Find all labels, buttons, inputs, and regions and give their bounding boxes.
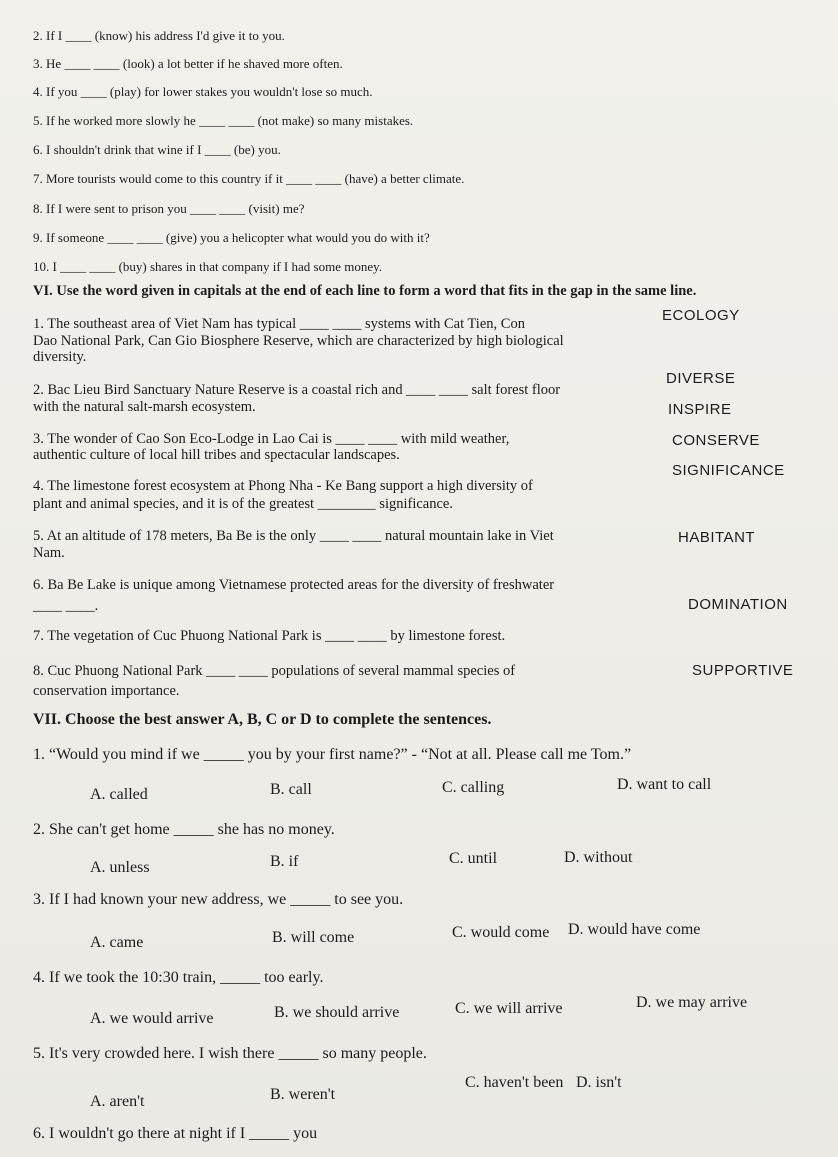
- answer-option: D. without: [564, 849, 633, 866]
- answer-option: B. we should arrive: [274, 1004, 400, 1021]
- answer-option: D. isn't: [576, 1074, 622, 1091]
- keyword: SUPPORTIVE: [692, 662, 794, 679]
- answer-option: B. will come: [272, 929, 355, 946]
- question-line: authentic culture of local hill tribes and spectacular landscapes.: [33, 447, 400, 463]
- question-line: 5. At an altitude of 178 meters, Ba Be is the only ____ ____ natural mountain lake in Viet: [33, 528, 554, 544]
- answer-option: A. unless: [90, 859, 150, 876]
- section-heading: VI. Use the word given in capitals at the end of each line to form a word that fits in the gap in the same line.: [33, 283, 697, 299]
- question-line: 1. The southeast area of Viet Nam has typical ____ ____ systems with Cat Tien, Con: [33, 316, 525, 332]
- question-line: 7. The vegetation of Cuc Phuong National Park is ____ ____ by limestone forest.: [33, 628, 506, 644]
- answer-option: B. call: [270, 781, 312, 798]
- question-line: 1. “Would you mind if we _____ you by your first name?” - “Not at all. Please call me Tom.”: [33, 746, 632, 763]
- exercise-line: 2. If I ____ (know) his address I'd give it to you.: [33, 28, 285, 43]
- question-line: plant and animal species, and it is of the greatest ________ significance.: [33, 496, 453, 512]
- question-line: 6. I wouldn't go there at night if I _____ you: [33, 1125, 318, 1142]
- exercise-line: 9. If someone ____ ____ (give) you a helicopter what would you do with it?: [33, 230, 430, 245]
- exercise-line: 8. If I were sent to prison you ____ ____ (visit) me?: [33, 201, 305, 216]
- answer-option: B. if: [270, 853, 299, 870]
- question-line: conservation importance.: [33, 683, 180, 699]
- answer-option: C. haven't been: [465, 1074, 564, 1091]
- question-line: 2. She can't get home _____ she has no money.: [33, 821, 335, 838]
- exercise-line: 3. He ____ ____ (look) a lot better if he shaved more often.: [33, 56, 343, 71]
- question-line: 3. The wonder of Cao Son Eco-Lodge in Lao Cai is ____ ____ with mild weather,: [33, 431, 510, 447]
- answer-option: C. until: [449, 850, 498, 867]
- answer-option: C. would come: [452, 924, 550, 941]
- exercise-line: 6. I shouldn't drink that wine if I ____ (be) you.: [33, 142, 281, 157]
- section-heading: VII. Choose the best answer A, B, C or D to complete the sentences.: [33, 711, 492, 728]
- question-line: diversity.: [33, 349, 87, 365]
- question-line: 4. The limestone forest ecosystem at Phong Nha - Ke Bang support a high diversity of: [33, 478, 533, 494]
- answer-option: A. called: [90, 786, 148, 803]
- keyword: INSPIRE: [668, 401, 732, 418]
- keyword: DOMINATION: [688, 596, 788, 613]
- question-line: 6. Ba Be Lake is unique among Vietnamese protected areas for the diversity of freshwater: [33, 577, 555, 593]
- keyword: ECOLOGY: [662, 307, 740, 324]
- answer-option: C. we will arrive: [455, 1000, 563, 1017]
- keyword: SIGNIFICANCE: [672, 462, 785, 479]
- answer-option: A. aren't: [90, 1093, 145, 1110]
- answer-option: D. we may arrive: [636, 994, 748, 1011]
- answer-option: C. calling: [442, 779, 505, 796]
- question-line: ____ ____.: [33, 598, 99, 614]
- question-line: 3. If I had known your new address, we _____ to see you.: [33, 891, 404, 908]
- answer-option: A. we would arrive: [90, 1010, 214, 1027]
- answer-option: A. came: [90, 934, 144, 951]
- answer-option: D. want to call: [617, 776, 712, 793]
- keyword: HABITANT: [678, 529, 756, 546]
- exercise-line: 4. If you ____ (play) for lower stakes you wouldn't lose so much.: [33, 84, 373, 99]
- answer-option: D. would have come: [568, 921, 701, 938]
- question-line: Dao National Park, Can Gio Biosphere Reserve, which are characterized by high biological: [33, 333, 564, 349]
- keyword: CONSERVE: [672, 432, 760, 449]
- question-line: Nam.: [33, 545, 65, 561]
- answer-option: B. weren't: [270, 1086, 336, 1103]
- question-line: 8. Cuc Phuong National Park ____ ____ populations of several mammal species of: [33, 663, 516, 679]
- exercise-line: 10. I ____ ____ (buy) shares in that company if I had some money.: [33, 259, 383, 274]
- question-line: with the natural salt-marsh ecosystem.: [33, 399, 256, 415]
- exercise-line: 7. More tourists would come to this country if it ____ ____ (have) a better climate.: [33, 171, 465, 186]
- question-line: 2. Bac Lieu Bird Sanctuary Nature Reserve is a coastal rich and ____ ____ salt forest floor: [33, 382, 561, 398]
- question-line: 4. If we took the 10:30 train, _____ too early.: [33, 969, 324, 986]
- exercise-line: 5. If he worked more slowly he ____ ____ (not make) so many mistakes.: [33, 113, 414, 128]
- keyword: DIVERSE: [666, 370, 736, 387]
- question-line: 5. It's very crowded here. I wish there _____ so many people.: [33, 1045, 427, 1062]
